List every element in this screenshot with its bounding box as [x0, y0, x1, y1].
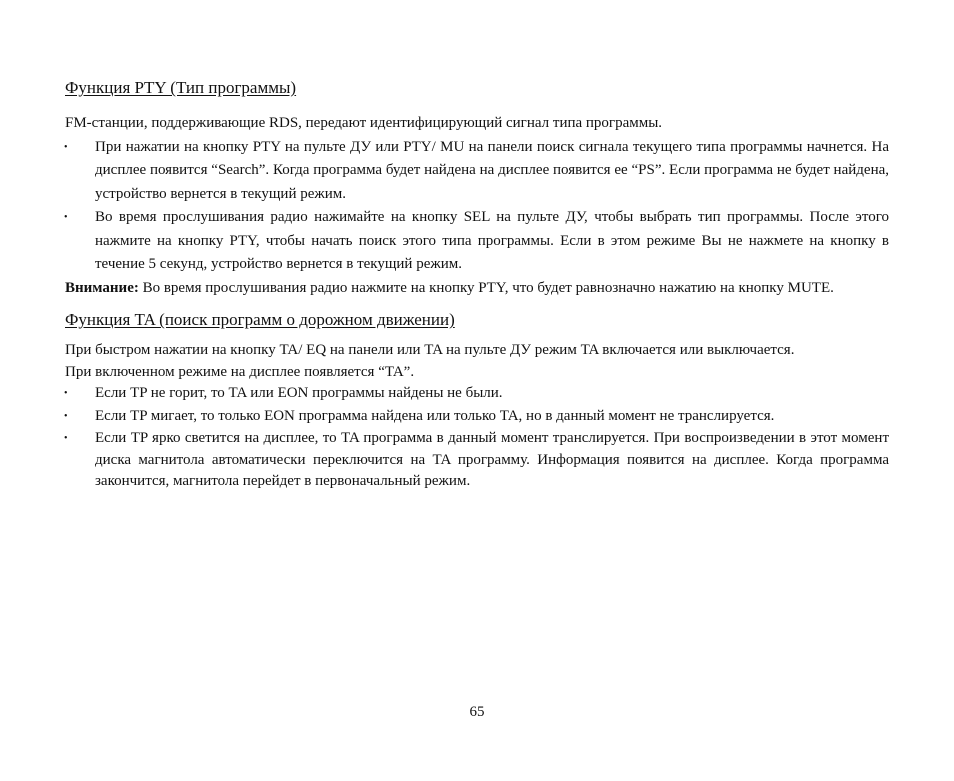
- list-item: • Если TP ярко светится на дисплее, то TA программа в данный момент транслируется. При воспроизведении в этот момент диска магнитола автоматически переключится на TA программу. Информация появится на дисплее. Когда программа закончится, магнитола перейдет в первоначальный режим.: [65, 428, 889, 493]
- section-ta-paragraph: При быстром нажатии на кнопку TA/ EQ на панели или TA на пульте ДУ режим TA включается или выключается.: [65, 342, 795, 358]
- section-pty-title: Функция PTY (Тип программы): [65, 78, 297, 97]
- list-item: • При нажатии на кнопку PTY на пульте ДУ или PTY/ MU на панели поиск сигнала текущего типа программы начнется. На дисплее появится “Search”. Когда программа будет найдена на дисплее появится ее “PS”. Если программа не будет найдена, устройство вернется в текущий режим.: [65, 136, 889, 207]
- section-pty-intro: FM-станции, поддерживающие RDS, передают идентифицирующий сигнал типа программы.: [65, 115, 663, 131]
- page-number: 65: [469, 704, 485, 720]
- section-ta-paragraph: При включенном режиме на дисплее появляется “TA”.: [65, 363, 415, 380]
- section-ta: [65, 310, 889, 493]
- warning-label: Внимание:: [65, 279, 139, 296]
- warning-text: Во время прослушивания радио нажмите на кнопку PTY, что будет равнозначно нажатию на кнопку MUTE.: [138, 279, 834, 296]
- list-item: • Если TP мигает, то только EON программа найдена или только TA, но в данный момент не транслируется.: [65, 406, 889, 428]
- section-pty-bullet-list: [65, 136, 889, 277]
- section-ta-bullet-list: [65, 383, 889, 493]
- warning-note: [65, 277, 889, 301]
- list-item: • Во время прослушивания радио нажимайте на кнопку SEL на пульте ДУ, чтобы выбрать тип программы. После этого нажмите на кнопку PTY, чтобы начать поиск этого типа программы. Если в этом режиме Вы не нажмете на кнопку в течение 5 секунд, устройство вернется в текущий режим.: [65, 206, 889, 277]
- section-ta-title: Функция TA (поиск программ о дорожном движении): [65, 310, 455, 329]
- section-pty: [65, 78, 889, 300]
- list-item: • Если TP не горит, то TA или EON программы найдены не были.: [65, 383, 889, 405]
- page-content: [65, 78, 889, 494]
